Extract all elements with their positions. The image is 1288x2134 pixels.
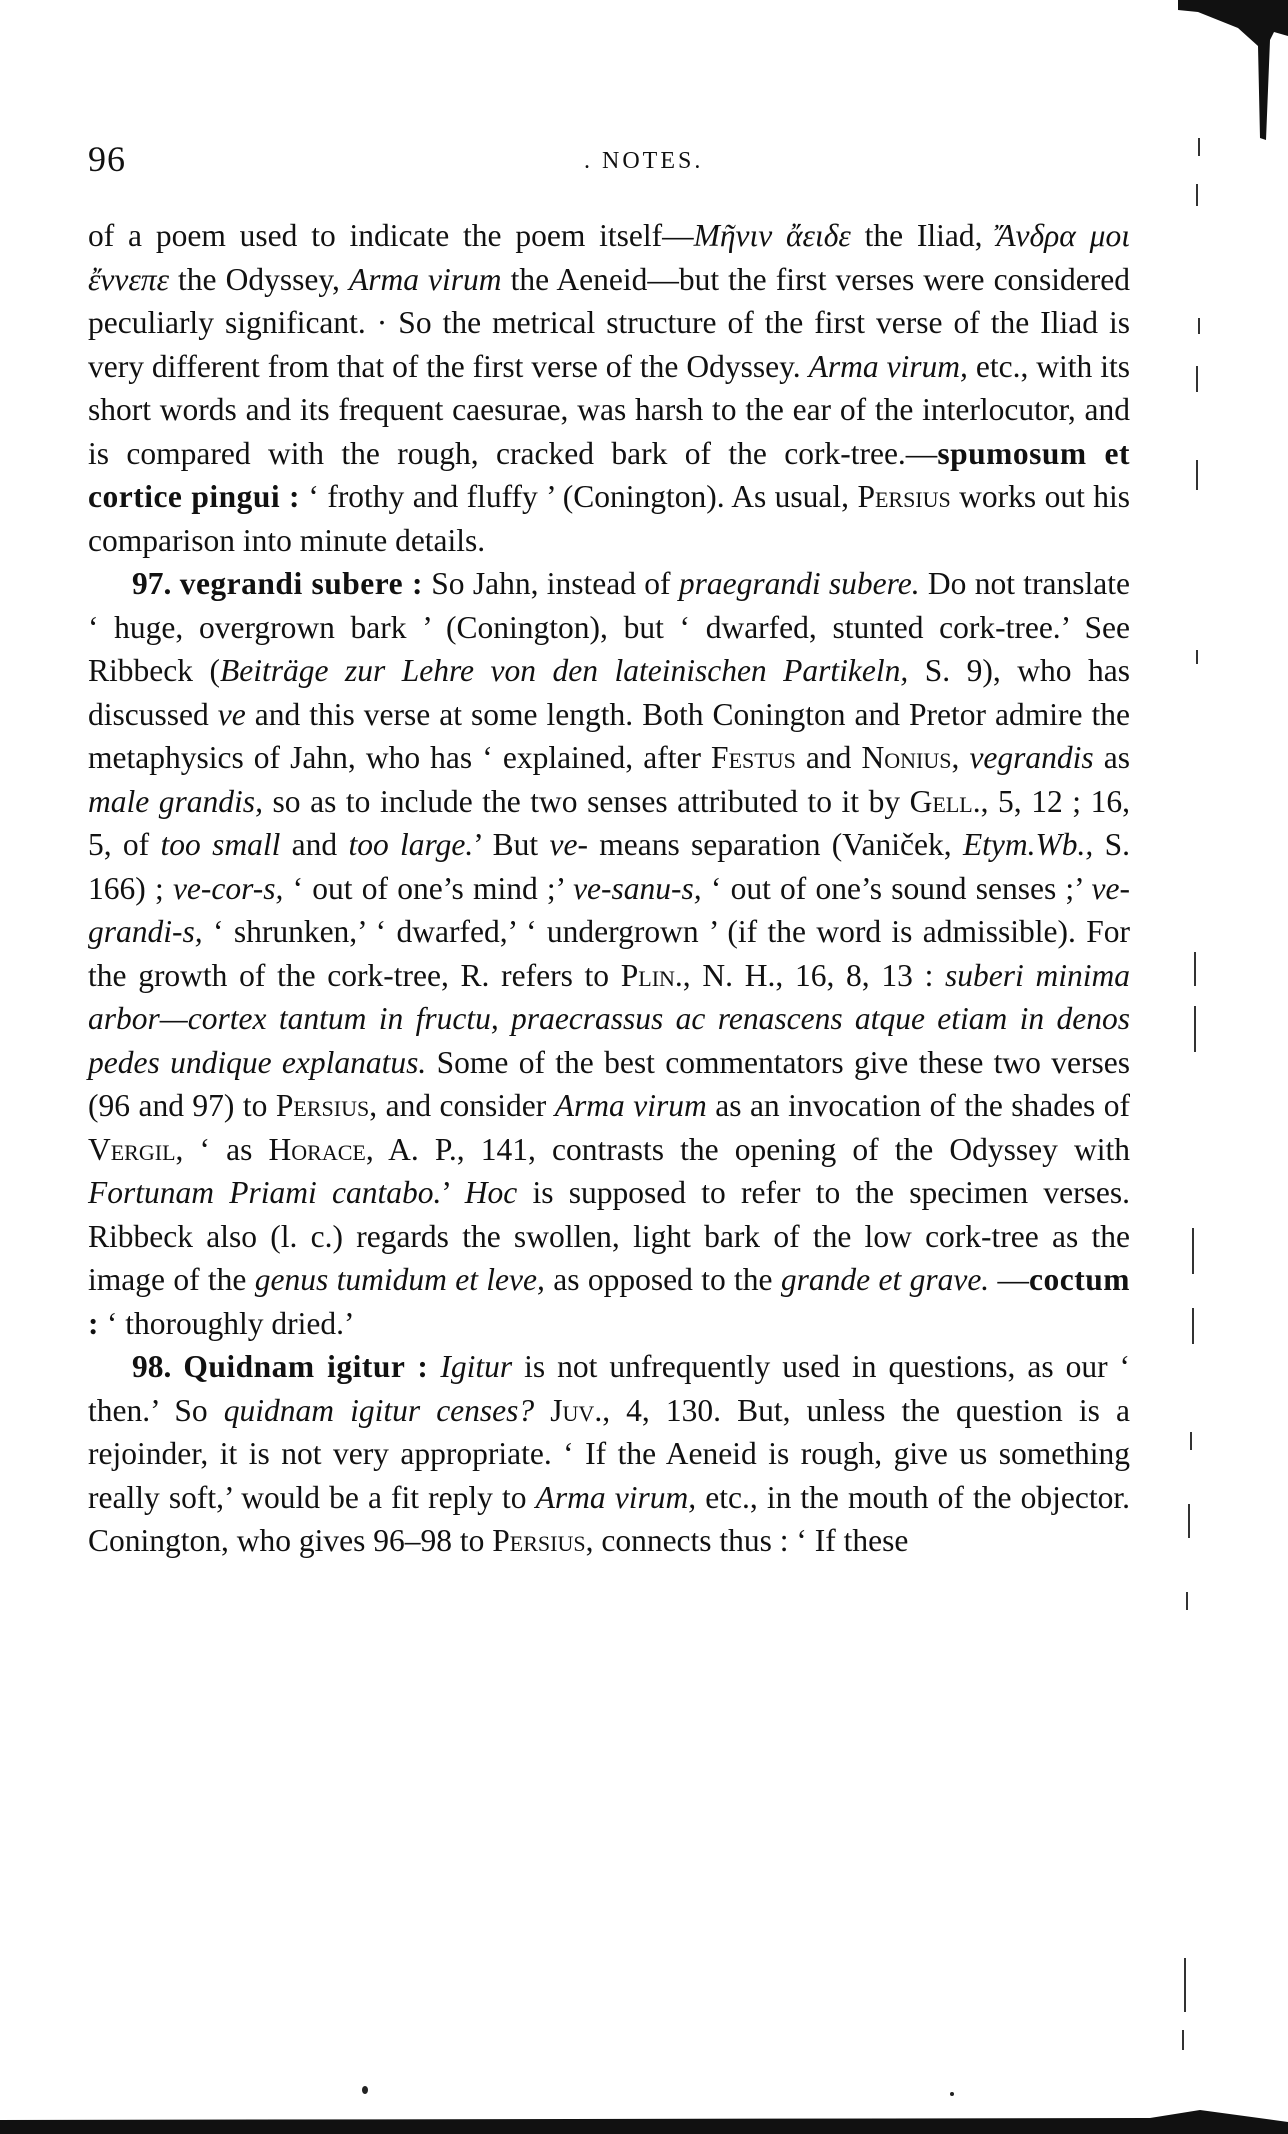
margin-mark bbox=[1192, 1308, 1194, 1344]
author-name: Gell., bbox=[909, 783, 989, 819]
scan-speck bbox=[362, 2086, 368, 2094]
margin-mark bbox=[1194, 1006, 1196, 1052]
author-name: Festus bbox=[711, 740, 796, 775]
margin-mark bbox=[1192, 1228, 1194, 1274]
scan-edge-bottom bbox=[0, 2104, 1288, 2134]
lemma: coctum : bbox=[88, 1262, 1130, 1341]
margin-mark bbox=[1196, 460, 1198, 490]
paragraph-continuation: of a poem used to indicate the poem itself—Μῆνιν ἄειδε the Iliad, Ἄνδρα μοι ἔννεπε the Odyssey, Arma virum the Aeneid—but the first verses were considered peculiarly significant. · So the metrical structure of the first verse of the Iliad is very different from that of the first verse of the Odyssey. Arma virum, etc., with its short words and its frequent caesurae, was harsh to the ear of the interlocutor, and is compared with the rough, cracked bark of the cork-tree.—spumosum et cortice pingui : ‘ frothy and fluffy ’ (Conington). As usual, Persius works out his comparison into minute details. bbox=[88, 218, 1131, 558]
margin-mark bbox=[1194, 952, 1196, 986]
author-name: Plin., bbox=[620, 957, 691, 993]
author-name: Vergil, bbox=[88, 1131, 184, 1167]
lemma: vegrandi subere : bbox=[179, 566, 423, 601]
author-name: Juv., bbox=[550, 1392, 611, 1428]
margin-mark bbox=[1182, 2030, 1184, 2050]
running-head: . NOTES. bbox=[584, 148, 704, 174]
author-name: Persius bbox=[857, 479, 951, 514]
verse-number: 98. bbox=[132, 1349, 172, 1384]
greek-quote: Μῆνιν ἄειδε bbox=[693, 218, 851, 253]
notes-text bbox=[88, 214, 1130, 1563]
margin-mark bbox=[1198, 318, 1200, 334]
author-name: Persius, bbox=[492, 1523, 594, 1558]
author-name: Persius, bbox=[275, 1088, 378, 1123]
margin-mark bbox=[1188, 1504, 1190, 1538]
margin-mark bbox=[1198, 138, 1200, 156]
page-number: 96 bbox=[88, 139, 126, 179]
lemma: spumosum et cortice pingui : bbox=[88, 435, 1130, 514]
margin-mark bbox=[1184, 1958, 1186, 2012]
note-97: 97. vegrandi subere : So Jahn, instead of praegrandi subere. Do not translate ‘ huge, overgrown bark ’ (Conington), but ‘ dwarfed, stunted cork-tree.’ See Ribbeck (Beiträge zur Lehre von den lateinischen Partikeln, S. 9), who has discussed ve and this verse at some length. Both Conington and Pretor admire the metaphysics of Jahn, who has ‘ explained, after Festus and Nonius, vegrandis as male grandis, so as to include the two senses attributed to it by Gell., 5, 12 ; 16, 5, of too small and too large.’ But ve- means separation (Vaniček, Etym.Wb., S. 166) ; ve-cor-s, ‘ out of one’s mind ;’ ve-sanu-s, ‘ out of one’s sound senses ;’ ve-grandi-s, ‘ shrunken,’ ‘ dwarfed,’ ‘ undergrown ’ (if the word is admissible). For the growth of the cork-tree, R. refers to Plin., N. H., 16, 8, 13 : suberi minima arbor—cortex tantum in fructu, praecrassus ac renascens atque etiam in denos pedes undique explanatus. Some of the best commentators give these two verses (96 and 97) to Persius, and consider Arma virum as an invocation of the shades of Vergil, ‘ as Horace, A. P., 141, contrasts the opening of the Odyssey with Fortunam Priami cantabo.’ Hoc is supposed to refer to the specimen verses. Ribbeck also (l. c.) regards the swollen, light bark of the low cork-tree as the image of the genus tumidum et leve, as opposed to the grande et grave. —coctum : ‘ thoroughly dried.’ bbox=[88, 566, 1131, 1341]
verse-number: 97. bbox=[132, 566, 172, 601]
margin-mark bbox=[1196, 184, 1198, 206]
author-name: Nonius, bbox=[861, 740, 960, 775]
scan-edge-top-right bbox=[1178, 0, 1288, 140]
latin-quote: suberi minima arbor—cortex tantum in fructu, praecrassus ac renascens atque etiam in denos pedes undique explanatus. bbox=[88, 957, 1131, 1080]
page-header bbox=[88, 138, 1128, 186]
margin-mark bbox=[1186, 1592, 1188, 1610]
author-name: Horace, bbox=[268, 1131, 374, 1167]
margin-mark bbox=[1190, 1432, 1192, 1450]
margin-mark bbox=[1196, 650, 1198, 664]
scan-speck bbox=[950, 2092, 954, 2096]
margin-mark bbox=[1196, 366, 1198, 392]
lemma: Quidnam igitur : bbox=[183, 1349, 429, 1384]
greek-quote: Ἄνδρα μοι ἔννεπε bbox=[88, 218, 1130, 297]
note-98: 98. Quidnam igitur : Igitur is not unfrequently used in questions, as our ‘ then.’ So quidnam igitur censes? Juv., 4, 130. But, unless the question is a rejoinder, it is not very appropriate. ‘ If the Aeneid is rough, give us something really soft,’ would be a fit reply to Arma virum, etc., in the mouth of the objector. Conington, who gives 96–98 to Persius, connects thus : ‘ If these bbox=[88, 1349, 1131, 1558]
